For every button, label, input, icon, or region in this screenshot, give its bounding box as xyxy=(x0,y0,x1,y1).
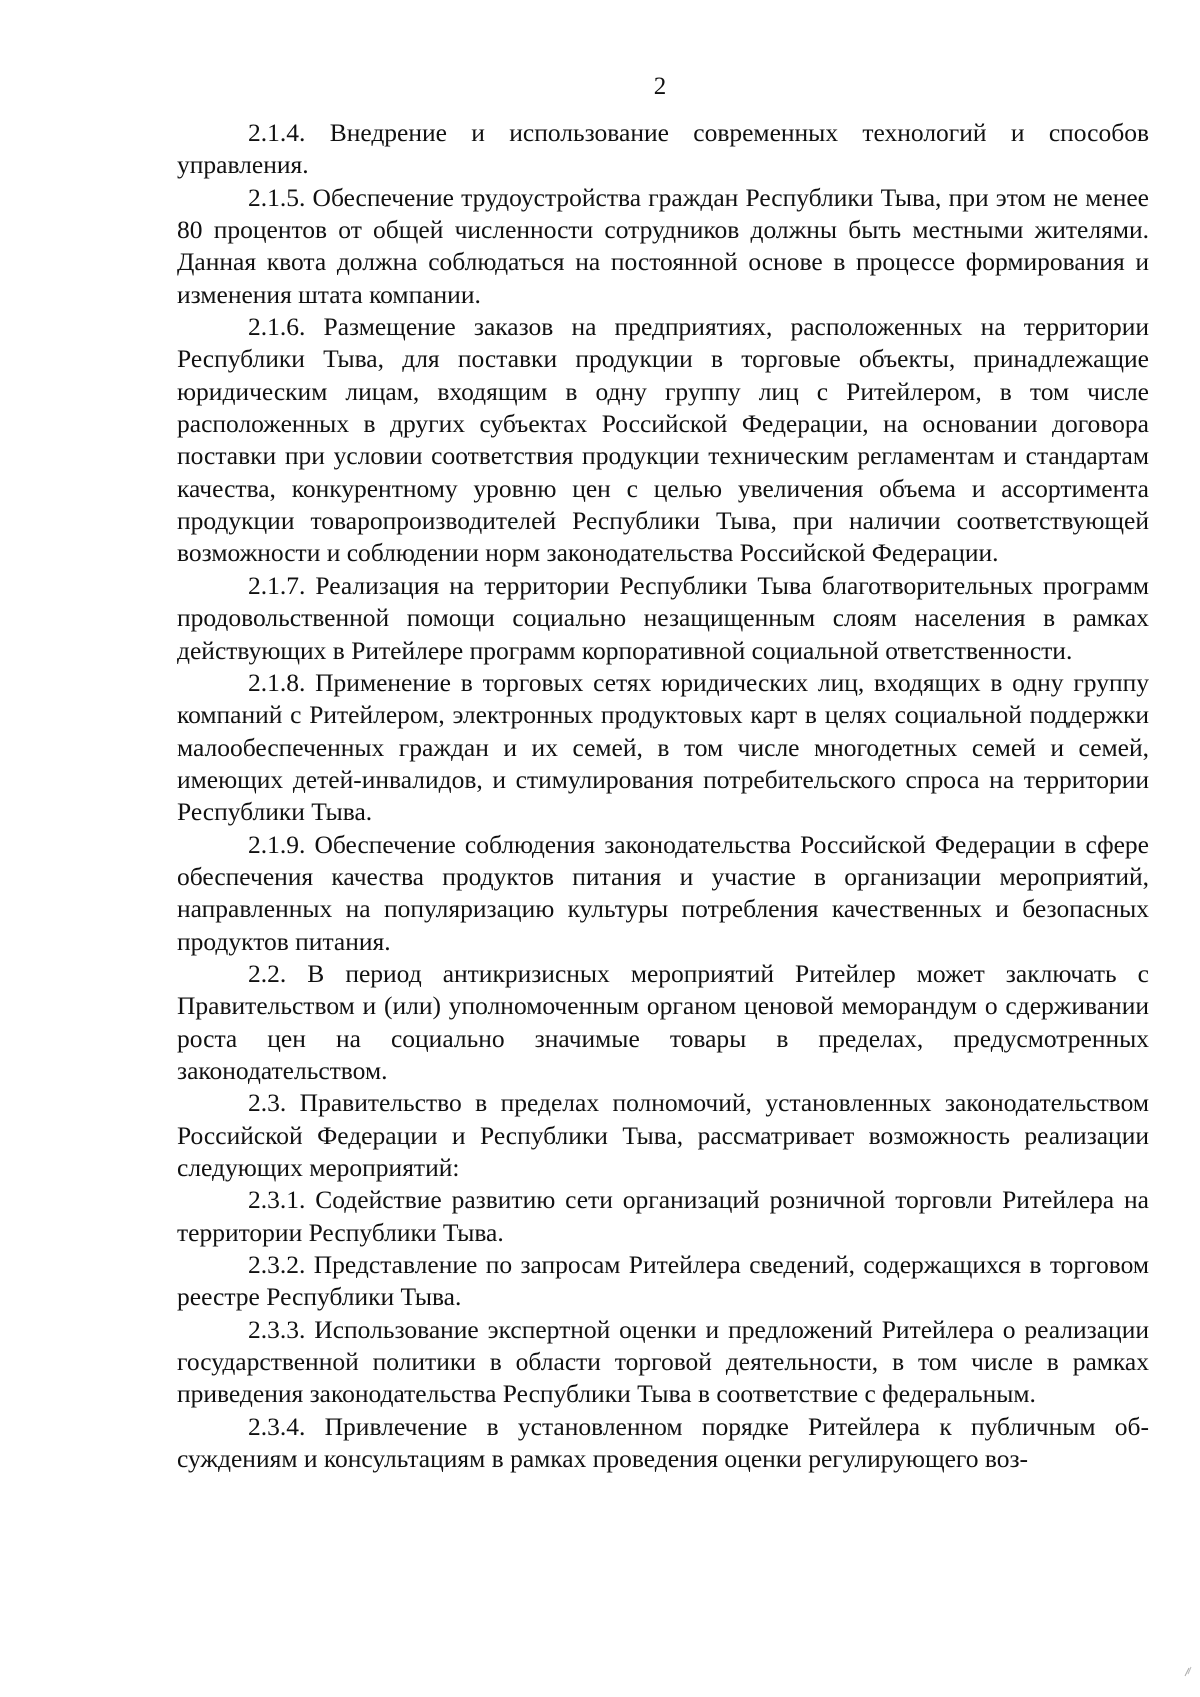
paragraph-2-1-8: 2.1.8. Применение в торговых сетях юридических лиц, входящих в одну группу компаний с Ритейлером, электронных продуктовых карт в целях социальной поддержки малообеспеченных граждан и их семей, в том числе многодетных семей и семей, имеющих детей-инвалидов, и стимулирования потребительского спроса на территории Республики Тыва. xyxy=(177,667,1149,827)
paragraph-2-1-5: 2.1.5. Обеспечение трудоустройства граждан Республики Тыва, при этом не менее 80 процентов от общей численности сотрудников должны быть местными жителями. Данная квота должна соблюдаться на постоянной основе в процессе формирования и изменения штата компании. xyxy=(177,182,1149,309)
paragraph-2-1-6: 2.1.6. Размещение заказов на предприятиях, расположенных на территории Республики Тыва, для поставки продукции в торговые объекты, принадлежащие юридическим лицам, входящим в одну группу лиц с Ритейлером, в том числе расположенных в других субъектах Российской Федерации, на основании договора поставки при условии соответствия продукции техническим регламентам и стандартам качества, конкурентному уровню цен с целью увеличения объема и ассортимента продукции товаропроизводителей Республики Тыва, при наличии соответствующей возможности и соблюдении норм законодательства Российской Федерации. xyxy=(177,312,1149,568)
paragraph-2-2: 2.2. В период антикризисных мероприятий Ритейлер может заключать с Правительством и (или) уполномоченным органом ценовой меморандум о сдерживании роста цен на социально значимые товары в пределах, предусмотренных законодательством. xyxy=(177,958,1149,1085)
paragraph-2-3-4: 2.3.4. Привлечение в установленном порядке Ритейлера к публичным обсуждениям и консультациям в рамках проведения оценки регулирующего воз- xyxy=(177,1411,1149,1474)
paragraph-2-3-3: 2.3.3. Использование экспертной оценки и предложений Ритейлера о реализации государственной политики в области торговой деятельности, в том числе в рамках приведения законодательства Республики Тыва в соответствие с федеральным. xyxy=(177,1314,1149,1409)
paragraph-2-3-1: 2.3.1. Содействие развитию сети организаций розничной торговли Ритейлера на территории Республики Тыва. xyxy=(177,1185,1149,1247)
paragraph-2-1-4: 2.1.4. Внедрение и использование современных технологий и способов управления. xyxy=(177,118,1149,180)
document-body xyxy=(177,117,1149,1475)
paragraph-2-3: 2.3. Правительство в пределах полномочий, установленных законодательством Российской Федерации и Республики Тыва, рассматривает возможность реализации следующих мероприятий: xyxy=(177,1088,1149,1182)
page-number: 2 xyxy=(653,73,667,100)
paragraph-2-1-7: 2.1.7. Реализация на территории Республики Тыва благотворительных программ продовольственной помощи социально незащищенным слоям населения в рамках действующих в Ритейлере программ корпоративной социальной ответственности. xyxy=(177,570,1149,665)
scan-mark xyxy=(1183,1660,1193,1678)
paragraph-2-3-2: 2.3.2. Представление по запросам Ритейлера сведений, содержащихся в торговом реестре Республики Тыва. xyxy=(177,1250,1149,1312)
paragraph-2-1-9: 2.1.9. Обеспечение соблюдения законодательства Российской Федерации в сфере обеспечения качества продуктов питания и участие в организации мероприятий, направленных на популяризацию культуры потребления качественных и безопасных продуктов питания. xyxy=(177,829,1149,956)
